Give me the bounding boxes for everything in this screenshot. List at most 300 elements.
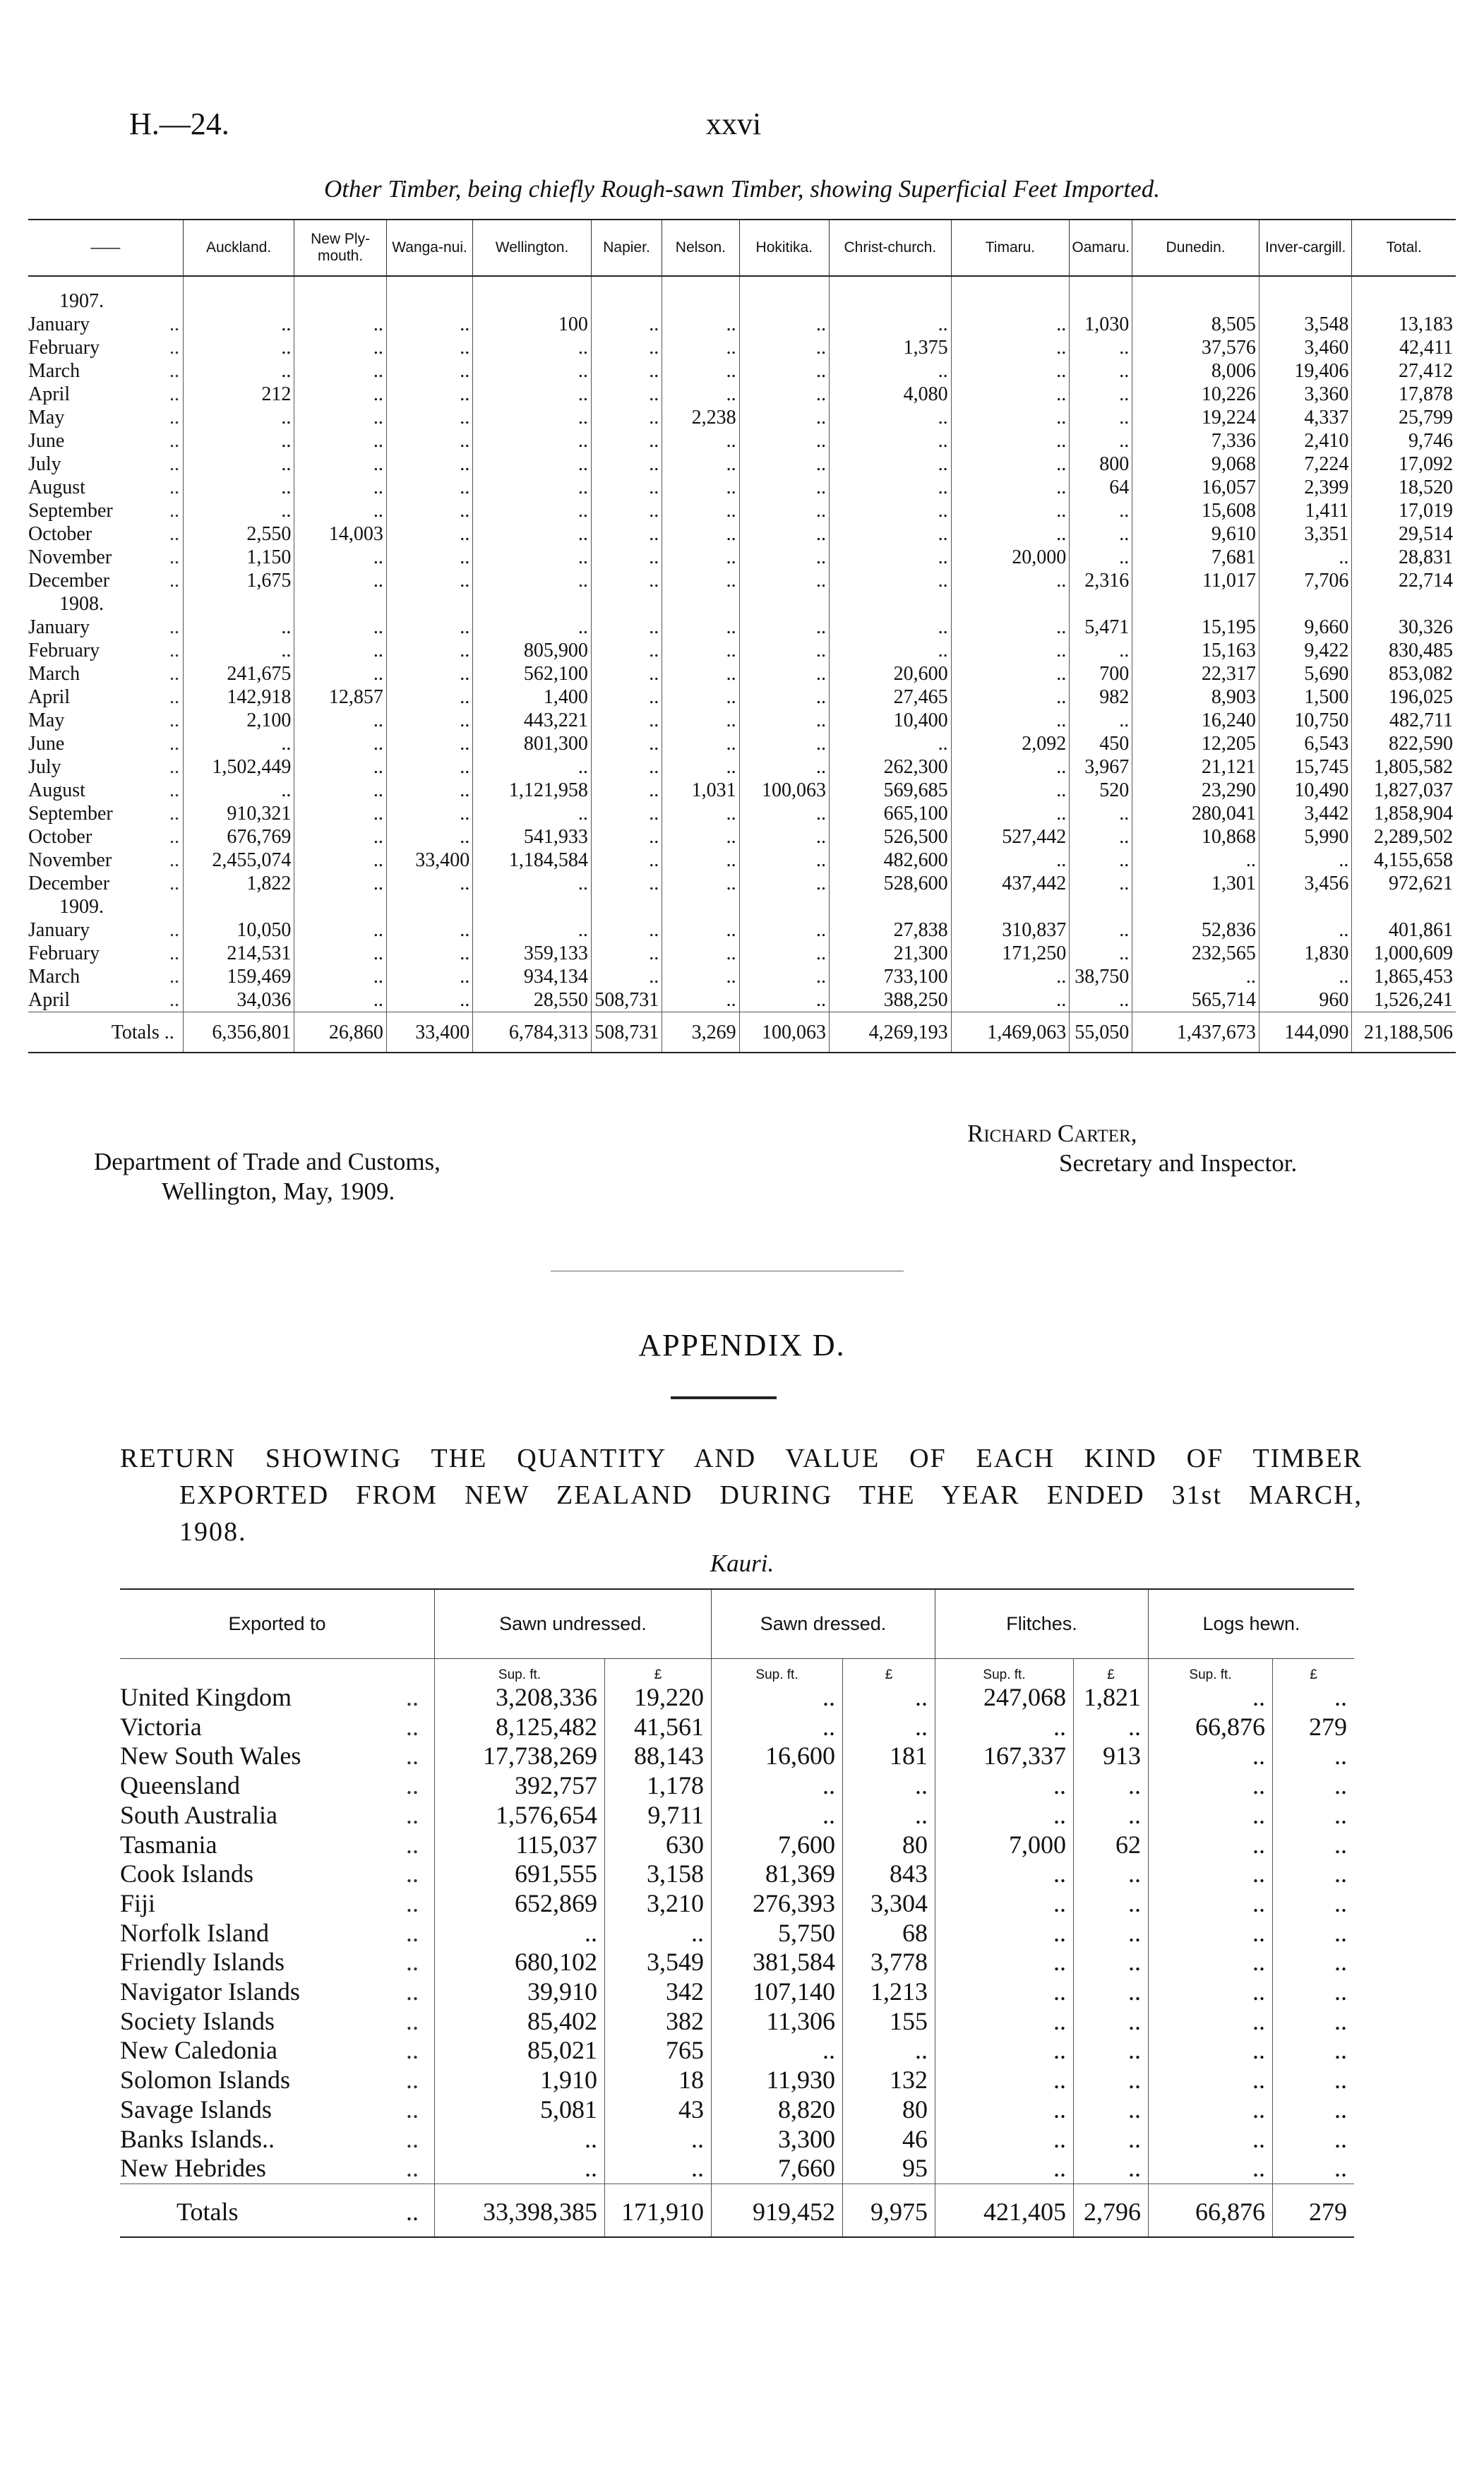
t2-total-cell: 919,452 <box>712 2184 843 2237</box>
t1-gap-cell <box>294 276 386 289</box>
t1-month-cell <box>28 825 183 849</box>
t2-value-cell: .. <box>843 1713 935 1742</box>
t1-value-cell: .. <box>294 639 386 662</box>
t1-value-cell: .. <box>591 779 662 802</box>
t1-value-cell: 19,224 <box>1132 406 1259 429</box>
t2-dot-leader: .. <box>406 1712 419 1741</box>
t1-dot-leader: .. <box>169 337 179 359</box>
t1-value-cell: .. <box>473 616 592 639</box>
t1-month-cell <box>28 802 183 825</box>
t1-value-cell: 3,360 <box>1259 383 1351 406</box>
t1-month-row <box>28 476 1456 499</box>
kauri-exports-table <box>120 1588 1354 2238</box>
t1-value-cell: .. <box>591 732 662 755</box>
t2-column-header: Flitches. <box>935 1589 1149 1659</box>
t2-country-cell <box>120 1889 435 1919</box>
t1-value-cell: 10,868 <box>1132 825 1259 849</box>
t1-value-cell: .. <box>1070 336 1132 359</box>
t2-country-row <box>120 1919 1354 1948</box>
t1-value-cell: 37,576 <box>1132 336 1259 359</box>
t1-value-cell: 212 <box>183 383 294 406</box>
t2-unit-cell: £ <box>605 1659 712 1684</box>
t1-cell <box>591 592 662 616</box>
t2-country-cell <box>120 2036 435 2066</box>
t2-value-cell: 765 <box>605 2036 712 2066</box>
t1-value-cell: 196,025 <box>1352 685 1456 709</box>
t1-value-cell: 1,805,582 <box>1352 755 1456 779</box>
t1-total-cell: 4,269,193 <box>830 1012 952 1053</box>
t1-value-cell: 27,838 <box>830 918 952 942</box>
t1-month-label: November <box>28 546 112 568</box>
t2-country-cell <box>120 2125 435 2155</box>
t2-country-cell <box>120 2154 435 2184</box>
t1-value-cell: .. <box>473 406 592 429</box>
kauri-subtitle: Kauri. <box>710 1550 774 1577</box>
t1-value-cell: 171,250 <box>951 942 1070 965</box>
t1-value-cell: 10,226 <box>1132 383 1259 406</box>
t2-value-cell: .. <box>1149 1771 1273 1801</box>
t1-total-cell: 1,469,063 <box>951 1012 1070 1053</box>
t1-value-cell: 8,903 <box>1132 685 1259 709</box>
t1-gap-cell <box>591 276 662 289</box>
t1-value-cell: 2,238 <box>662 406 739 429</box>
t1-value-cell: 3,351 <box>1259 522 1351 546</box>
t2-dot-leader: .. <box>406 2124 419 2153</box>
t1-value-cell: 30,326 <box>1352 616 1456 639</box>
t1-value-cell: .. <box>386 522 472 546</box>
t1-cell <box>1352 592 1456 616</box>
t2-value-cell: 5,081 <box>435 2095 605 2125</box>
t2-value-cell: 7,660 <box>712 2154 843 2184</box>
t2-value-cell: 8,820 <box>712 2095 843 2125</box>
t2-value-cell: .. <box>935 1889 1074 1919</box>
t2-total-cell: 171,910 <box>605 2184 712 2237</box>
t1-value-cell: .. <box>386 546 472 569</box>
t1-value-cell: 17,878 <box>1352 383 1456 406</box>
t1-dot-leader: .. <box>169 826 179 848</box>
t1-value-cell: .. <box>830 522 952 546</box>
t1-month-cell <box>28 849 183 872</box>
t1-value-cell: .. <box>662 569 739 592</box>
t1-value-cell: .. <box>386 476 472 499</box>
t1-value-cell: .. <box>591 383 662 406</box>
t1-value-cell: .. <box>386 429 472 453</box>
t2-country-label: Fiji <box>120 1888 156 1917</box>
t1-month-label: October <box>28 523 92 545</box>
t1-month-label: February <box>28 640 100 661</box>
t1-value-cell: 401,861 <box>1352 918 1456 942</box>
return-heading-line2: EXPORTED FROM NEW ZEALAND DURING THE YEAR ENDED 31st MARCH, <box>179 1480 1363 1510</box>
t2-dot-leader: .. <box>406 1918 419 1947</box>
t1-month-label: March <box>28 663 80 685</box>
t2-value-cell: .. <box>1149 2125 1273 2155</box>
t1-value-cell: 22,317 <box>1132 662 1259 685</box>
t2-dot-leader: .. <box>406 1888 419 1917</box>
t2-value-cell: .. <box>712 2036 843 2066</box>
t1-cell <box>591 895 662 918</box>
t1-cell <box>386 289 472 313</box>
page-code: H.—24. <box>129 107 229 141</box>
t2-value-cell: 913 <box>1074 1742 1149 1771</box>
t1-value-cell: 520 <box>1070 779 1132 802</box>
t2-dot-leader: .. <box>406 1859 419 1888</box>
t2-dot-leader: .. <box>406 1830 419 1859</box>
t1-value-cell: 2,410 <box>1259 429 1351 453</box>
t1-value-cell: .. <box>662 383 739 406</box>
t2-value-cell: 11,306 <box>712 2007 843 2037</box>
t1-year-label: 1909. <box>59 896 104 918</box>
t2-value-cell: 680,102 <box>435 1948 605 1977</box>
t2-total-cell: 33,398,385 <box>435 2184 605 2237</box>
t1-value-cell: 2,399 <box>1259 476 1351 499</box>
t1-column-header: Wanga-nui. <box>386 220 472 276</box>
t1-value-cell: .. <box>386 872 472 895</box>
t1-value-cell: .. <box>591 755 662 779</box>
t2-value-cell: .. <box>1149 1948 1273 1977</box>
t2-value-cell: .. <box>843 1771 935 1801</box>
t2-dot-leader: .. <box>406 1683 419 1711</box>
t1-month-label: June <box>28 430 65 452</box>
t2-value-cell: 8,125,482 <box>435 1713 605 1742</box>
t2-value-cell: 276,393 <box>712 1889 843 1919</box>
t1-value-cell: 9,610 <box>1132 522 1259 546</box>
t1-gap-cell <box>662 276 739 289</box>
t1-value-cell: .. <box>739 685 829 709</box>
t2-unit-cell: Sup. ft. <box>435 1659 605 1684</box>
t1-value-cell: 21,121 <box>1132 755 1259 779</box>
t1-value-cell: 665,100 <box>830 802 952 825</box>
t1-value-cell: 262,300 <box>830 755 952 779</box>
t1-value-cell: 2,092 <box>951 732 1070 755</box>
t1-cell <box>473 895 592 918</box>
t1-value-cell: .. <box>739 662 829 685</box>
t1-value-cell: .. <box>739 732 829 755</box>
t2-country-label: Solomon Islands <box>120 2066 291 2095</box>
t1-value-cell: .. <box>183 453 294 476</box>
t1-value-cell: .. <box>294 476 386 499</box>
t1-value-cell: .. <box>662 616 739 639</box>
t1-dot-leader: .. <box>169 989 179 1011</box>
t2-value-cell: 19,220 <box>605 1683 712 1713</box>
t2-value-cell: .. <box>843 1683 935 1713</box>
t2-value-cell: 1,213 <box>843 1977 935 2007</box>
t1-dot-leader: .. <box>169 616 179 638</box>
t1-cell <box>386 895 472 918</box>
t1-value-cell: .. <box>951 849 1070 872</box>
t1-month-label: April <box>28 686 71 708</box>
t2-value-cell: .. <box>1273 1919 1355 1948</box>
t2-column-header: Sawn dressed. <box>712 1589 935 1659</box>
t1-value-cell: 100,063 <box>739 779 829 802</box>
signer-name: Richard Carter, <box>967 1120 1137 1147</box>
t1-value-cell: 508,731 <box>591 988 662 1012</box>
t1-month-row <box>28 965 1456 988</box>
t1-cell <box>294 895 386 918</box>
t1-value-cell: 100 <box>473 313 592 336</box>
t1-value-cell: 16,240 <box>1132 709 1259 732</box>
t2-value-cell: .. <box>605 1919 712 1948</box>
t1-dot-leader: .. <box>169 966 179 988</box>
t1-value-cell: 2,455,074 <box>183 849 294 872</box>
t1-month-cell <box>28 942 183 965</box>
t2-value-cell: .. <box>935 1859 1074 1889</box>
t1-value-cell: 19,406 <box>1259 359 1351 383</box>
t1-value-cell: 541,933 <box>473 825 592 849</box>
t2-dot-leader: .. <box>406 1948 419 1977</box>
t2-value-cell: .. <box>935 1771 1074 1801</box>
t1-value-cell: 17,019 <box>1352 499 1456 522</box>
t2-country-label: Tasmania <box>120 1830 217 1859</box>
t1-gap-cell <box>830 276 952 289</box>
t1-value-cell: 1,865,453 <box>1352 965 1456 988</box>
t2-value-cell: .. <box>1273 2036 1355 2066</box>
t1-value-cell: .. <box>662 965 739 988</box>
t1-month-row <box>28 569 1456 592</box>
t2-value-cell: 1,910 <box>435 2066 605 2095</box>
t2-value-cell: 3,210 <box>605 1889 712 1919</box>
t1-value-cell: .. <box>739 359 829 383</box>
t2-unit-cell: £ <box>1273 1659 1355 1684</box>
t2-country-row <box>120 1801 1354 1831</box>
t1-value-cell: .. <box>662 522 739 546</box>
t1-value-cell: .. <box>591 639 662 662</box>
t2-country-label: Queensland <box>120 1771 240 1800</box>
t1-value-cell: 12,205 <box>1132 732 1259 755</box>
t2-value-cell: .. <box>1149 2066 1273 2095</box>
t2-country-row <box>120 1977 1354 2007</box>
t1-value-cell: .. <box>951 988 1070 1012</box>
t1-value-cell: .. <box>473 336 592 359</box>
t1-column-header: Timaru. <box>951 220 1070 276</box>
t1-gap-cell <box>183 276 294 289</box>
t2-country-cell <box>120 2095 435 2125</box>
t1-gap-cell <box>1259 276 1351 289</box>
t1-totals-text: Totals <box>111 1022 160 1043</box>
t1-value-cell: 1,526,241 <box>1352 988 1456 1012</box>
return-heading <box>120 1440 1363 1550</box>
t1-value-cell: 3,442 <box>1259 802 1351 825</box>
t2-value-cell: .. <box>1074 1948 1149 1977</box>
t1-value-cell: .. <box>473 918 592 942</box>
t1-value-cell: .. <box>951 755 1070 779</box>
t1-value-cell: .. <box>473 802 592 825</box>
t1-value-cell: .. <box>1132 849 1259 872</box>
t1-value-cell: 676,769 <box>183 825 294 849</box>
t1-value-cell: .. <box>1259 849 1351 872</box>
t1-value-cell: 2,316 <box>1070 569 1132 592</box>
t2-value-cell: 691,555 <box>435 1859 605 1889</box>
t1-value-cell: .. <box>951 313 1070 336</box>
t1-value-cell: .. <box>830 359 952 383</box>
t1-gap-cell <box>1352 276 1456 289</box>
t1-value-cell: .. <box>183 476 294 499</box>
t1-month-row <box>28 709 1456 732</box>
t1-total-cell: 144,090 <box>1259 1012 1351 1053</box>
t1-dot-leader: .. <box>169 383 179 405</box>
t1-value-cell: 7,681 <box>1132 546 1259 569</box>
t1-month-label: October <box>28 826 92 848</box>
t1-value-cell: 25,799 <box>1352 406 1456 429</box>
t1-value-cell: .. <box>1070 802 1132 825</box>
t1-value-cell: .. <box>591 313 662 336</box>
t2-country-label: New South Wales <box>120 1742 301 1771</box>
t1-column-header: Wellington. <box>473 220 592 276</box>
t2-value-cell: .. <box>1273 1771 1355 1801</box>
t1-month-label: May <box>28 709 65 731</box>
t2-value-cell: 3,549 <box>605 1948 712 1977</box>
t1-cell <box>183 895 294 918</box>
t1-total-cell: 26,860 <box>294 1012 386 1053</box>
t1-value-cell: 1,121,958 <box>473 779 592 802</box>
t1-value-cell: .. <box>386 918 472 942</box>
t1-value-cell: .. <box>951 779 1070 802</box>
t1-value-cell: .. <box>739 849 829 872</box>
t1-cell <box>662 592 739 616</box>
t1-value-cell: .. <box>662 476 739 499</box>
t2-dot-leader: .. <box>406 2154 419 2183</box>
t1-value-cell: .. <box>591 336 662 359</box>
t1-cell <box>473 592 592 616</box>
t1-value-cell: 9,746 <box>1352 429 1456 453</box>
t1-value-cell: .. <box>662 546 739 569</box>
t1-value-cell: .. <box>386 732 472 755</box>
t1-value-cell: .. <box>386 406 472 429</box>
t2-total-cell: 9,975 <box>843 2184 935 2237</box>
t1-value-cell: .. <box>294 755 386 779</box>
t1-month-cell <box>28 499 183 522</box>
t1-value-cell: .. <box>473 453 592 476</box>
t1-value-cell: .. <box>294 499 386 522</box>
title-rule <box>671 1396 777 1399</box>
t1-cell <box>951 895 1070 918</box>
t1-cell <box>183 592 294 616</box>
t1-value-cell: .. <box>662 662 739 685</box>
t2-value-cell: .. <box>1149 1683 1273 1713</box>
t1-month-row <box>28 732 1456 755</box>
t2-unit-cell: Sup. ft. <box>935 1659 1074 1684</box>
t1-value-cell: .. <box>830 499 952 522</box>
t1-value-cell: .. <box>183 406 294 429</box>
t1-value-cell: .. <box>183 499 294 522</box>
t2-dot-leader: .. <box>406 2066 419 2095</box>
t1-value-cell: .. <box>951 429 1070 453</box>
t1-total-cell: 33,400 <box>386 1012 472 1053</box>
t2-value-cell: .. <box>712 1683 843 1713</box>
t2-value-cell: 167,337 <box>935 1742 1074 1771</box>
t1-cell <box>739 592 829 616</box>
t1-value-cell: .. <box>294 546 386 569</box>
signature-block <box>967 1119 1297 1178</box>
t2-value-cell: .. <box>712 1713 843 1742</box>
t1-value-cell: 1,411 <box>1259 499 1351 522</box>
t1-value-cell: .. <box>294 313 386 336</box>
t1-value-cell: .. <box>739 755 829 779</box>
t1-value-cell: .. <box>591 709 662 732</box>
t1-cell <box>1132 592 1259 616</box>
t1-value-cell: .. <box>1070 709 1132 732</box>
t2-value-cell: 41,561 <box>605 1713 712 1742</box>
t1-value-cell: 9,660 <box>1259 616 1351 639</box>
t1-month-cell <box>28 662 183 685</box>
t1-month-row <box>28 942 1456 965</box>
t1-month-row <box>28 406 1456 429</box>
t1-value-cell: 1,500 <box>1259 685 1351 709</box>
t1-value-cell: .. <box>662 685 739 709</box>
t1-value-cell: .. <box>662 988 739 1012</box>
t1-value-cell: .. <box>1070 988 1132 1012</box>
t2-value-cell: 3,208,336 <box>435 1683 605 1713</box>
t1-value-cell: 562,100 <box>473 662 592 685</box>
t2-country-cell <box>120 1831 435 1860</box>
t1-value-cell: 8,505 <box>1132 313 1259 336</box>
t2-value-cell: 80 <box>843 2095 935 2125</box>
t2-country-row <box>120 1859 1354 1889</box>
t1-value-cell: .. <box>183 639 294 662</box>
t2-country-label: Cook Islands <box>120 1859 253 1888</box>
t1-total-cell: 3,269 <box>662 1012 739 1053</box>
t1-month-row <box>28 359 1456 383</box>
t1-value-cell: .. <box>662 942 739 965</box>
t1-value-cell: .. <box>739 918 829 942</box>
t2-value-cell: .. <box>935 1801 1074 1831</box>
t1-value-cell: .. <box>473 522 592 546</box>
t2-country-label: Banks Islands.. <box>120 2124 275 2153</box>
t2-value-cell: 382 <box>605 2007 712 2037</box>
t1-value-cell: .. <box>386 453 472 476</box>
t1-value-cell: .. <box>1259 918 1351 942</box>
t1-value-cell: .. <box>662 359 739 383</box>
t1-month-row <box>28 522 1456 546</box>
t1-value-cell: 10,050 <box>183 918 294 942</box>
t1-value-cell: .. <box>591 662 662 685</box>
t1-value-cell: .. <box>1259 965 1351 988</box>
t1-column-header: Auckland. <box>183 220 294 276</box>
t1-value-cell: 20,000 <box>951 546 1070 569</box>
t1-value-cell: .. <box>591 546 662 569</box>
t1-value-cell: 822,590 <box>1352 732 1456 755</box>
t1-dot-leader: .. <box>169 849 179 871</box>
t1-value-cell: .. <box>951 709 1070 732</box>
t2-value-cell: .. <box>712 1801 843 1831</box>
t1-value-cell: 15,745 <box>1259 755 1351 779</box>
t1-cell <box>662 895 739 918</box>
t1-value-cell: 1,301 <box>1132 872 1259 895</box>
t2-dot-leader: .. <box>406 1771 419 1800</box>
t1-dot-leader: .. <box>169 523 179 545</box>
t1-value-cell: 1,400 <box>473 685 592 709</box>
t1-column-header: Inver-cargill. <box>1259 220 1351 276</box>
t2-value-cell: .. <box>1074 2095 1149 2125</box>
t1-value-cell: .. <box>294 616 386 639</box>
t2-country-label: Navigator Islands <box>120 1977 300 2006</box>
t1-value-cell: .. <box>662 453 739 476</box>
t1-cell <box>1132 895 1259 918</box>
t2-value-cell: 7,600 <box>712 1831 843 1860</box>
t1-value-cell: 310,837 <box>951 918 1070 942</box>
t1-year-label: 1908. <box>59 593 104 615</box>
t1-month-label: February <box>28 942 100 964</box>
t1-dot-leader: .. <box>169 942 179 964</box>
t1-value-cell: 1,822 <box>183 872 294 895</box>
t1-value-cell: .. <box>739 872 829 895</box>
t1-value-cell: 28,550 <box>473 988 592 1012</box>
t1-value-cell: .. <box>739 825 829 849</box>
t1-month-row <box>28 546 1456 569</box>
t2-value-cell: .. <box>1074 2125 1149 2155</box>
t2-country-cell <box>120 1859 435 1889</box>
t1-dot-leader: .. <box>169 570 179 592</box>
t2-value-cell: 1,821 <box>1074 1683 1149 1713</box>
